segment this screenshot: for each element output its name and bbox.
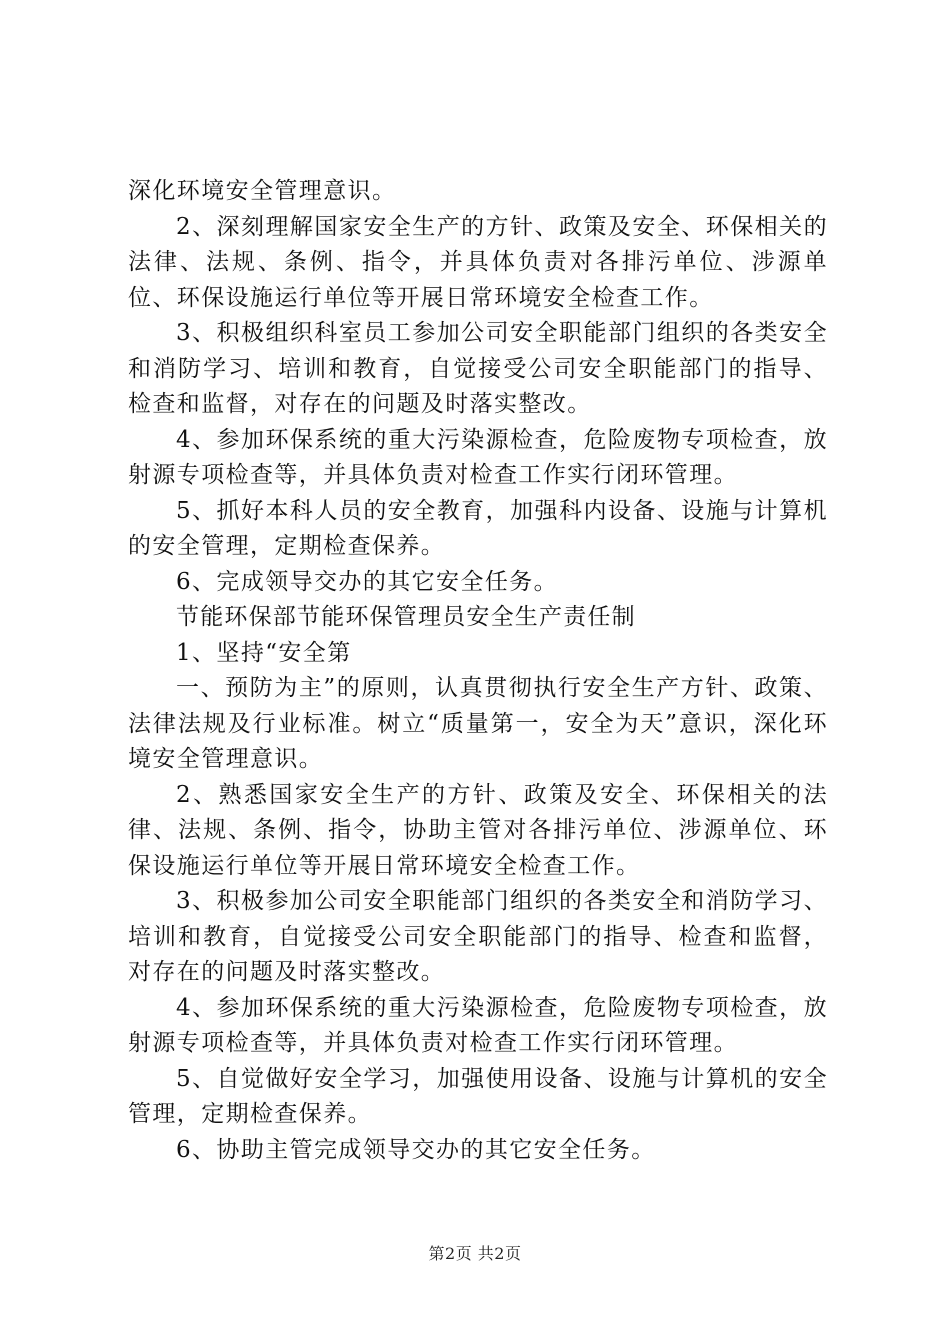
paragraph: 1、坚持“安全第 [176, 639, 352, 666]
paragraph: 2、深刻理解国家安全生产的方针、政策及安全、环保相关的法律、法规、条例、指令，并具体负责对各排污单位、涉源单位、环保设施运行单位等开展日常环境安全检查工作。 [128, 213, 828, 311]
paragraph: 一、预防为主”的原则，认真贯彻执行安全生产方针、政策、法律法规及行业标准。树立“质量第一，安全为天”意识，深化环境安全管理意识。 [128, 675, 828, 772]
paragraph: 2、熟悉国家安全生产的方针、政策及安全、环保相关的法律、法规、条例、指令，协助主管对各排污单位、涉源单位、环保设施运行单位等开展日常环境安全检查工作。 [128, 781, 828, 879]
paragraph: 3、积极组织科室员工参加公司安全职能部门组织的各类安全和消防学习、培训和教育，自觉接受公司安全职能部门的指导、检查和监督，对存在的问题及时落实整改。 [128, 320, 828, 417]
paragraph: 6、协助主管完成领导交办的其它安全任务。 [176, 1136, 656, 1163]
paragraph: 深化环境安全管理意识。 [128, 178, 397, 204]
paragraph: 5、抓好本科人员的安全教育，加强科内设备、设施与计算机的安全管理，定期检查保养。 [128, 497, 828, 559]
paragraph: 5、自觉做好安全学习，加强使用设备、设施与计算机的安全管理，定期检查保养。 [128, 1065, 828, 1127]
paragraph: 3、积极参加公司安全职能部门组织的各类安全和消防学习、培训和教育，自觉接受公司安全职能部门的指导、检查和监督，对存在的问题及时落实整改。 [128, 888, 828, 985]
document-body [128, 174, 828, 1168]
paragraph: 6、完成领导交办的其它安全任务。 [176, 568, 559, 595]
page-number-footer: 第2页 共2页 [428, 1244, 522, 1263]
paragraph: 4、参加环保系统的重大污染源检查，危险废物专项检查，放射源专项检查等，并具体负责对检查工作实行闭环管理。 [128, 426, 828, 488]
paragraph: 4、参加环保系统的重大污染源检查，危险废物专项检查，放射源专项检查等，并具体负责对检查工作实行闭环管理。 [128, 994, 828, 1056]
section-title: 节能环保部节能环保管理员安全生产责任制 [176, 604, 636, 630]
